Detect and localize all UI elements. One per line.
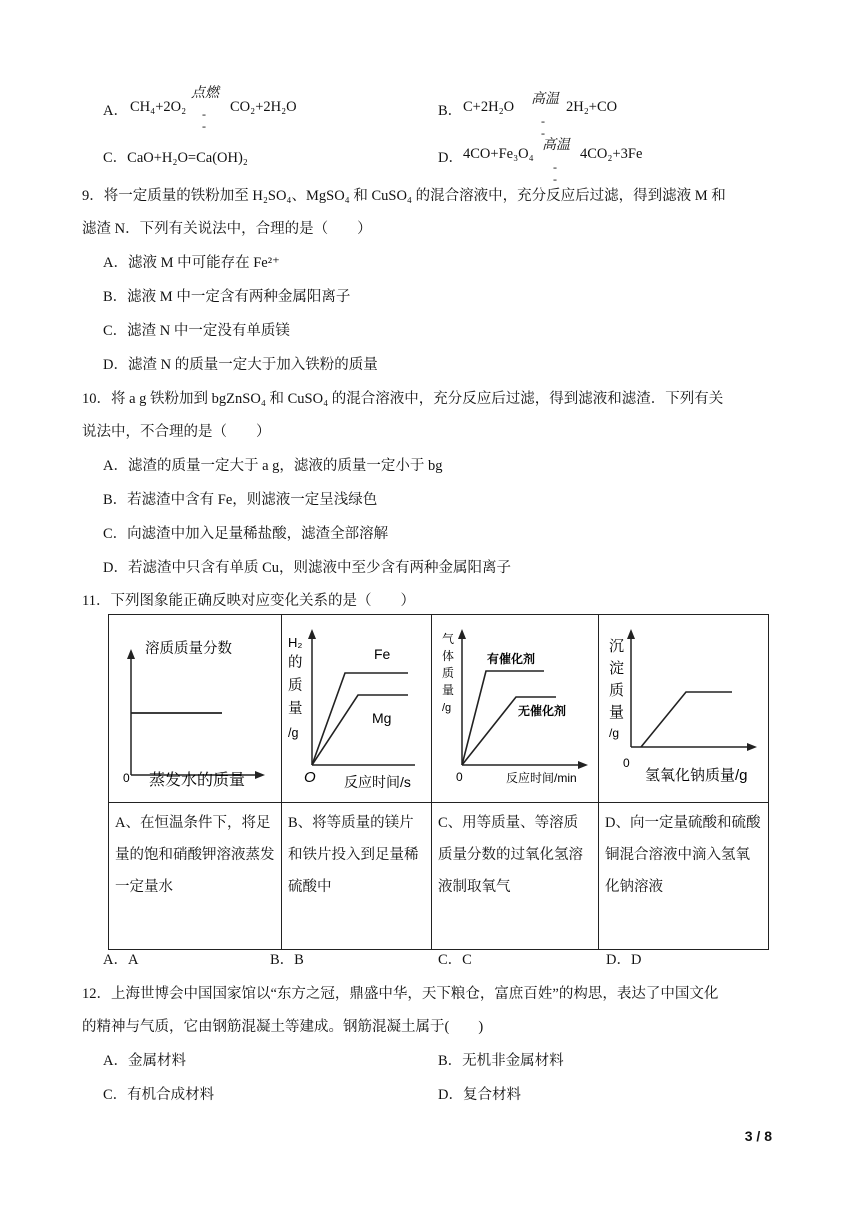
q11-graph-table bbox=[108, 614, 769, 950]
graph-b bbox=[282, 615, 431, 797]
graph-c-ylabel-5: /g bbox=[442, 702, 452, 714]
q9-option-a: A．滤液 M 中可能存在 Fe²⁺ bbox=[103, 255, 280, 271]
q12-option-c: C．有机合成材料 bbox=[103, 1087, 215, 1103]
graph-a-xlabel: 蒸发水的质量 bbox=[149, 772, 246, 789]
q12-stem-line2: 的精神与气质，它由钢筋混凝土等建成。钢筋混凝土属于( ) bbox=[82, 1019, 484, 1035]
graph-c-origin: 0 bbox=[456, 770, 463, 784]
graph-d-ylabel-1: 沉 bbox=[609, 638, 625, 655]
q8-b-dash2: - bbox=[541, 126, 545, 140]
q8-a-reactants: CH₄+2O₂ bbox=[130, 99, 187, 115]
q8-d-label: D． bbox=[438, 150, 463, 166]
q8-option-c: C．CaO+H₂O=Ca(OH)₂ bbox=[103, 150, 248, 166]
graph-d-xlabel: 氢氧化钠质量/g bbox=[645, 767, 748, 784]
q11-option-d: D．D bbox=[606, 952, 642, 968]
q9-option-d: D．滤渣 N 的质量一定大于加入铁粉的质量 bbox=[103, 357, 378, 373]
graph-c-label-no-catalyst: 无催化剂 bbox=[518, 704, 567, 718]
q10-option-d: D．若滤渣中只含有单质 Cu，则滤液中至少含有两种金属阳离子 bbox=[103, 560, 512, 576]
q8-a-condition: 点燃 bbox=[191, 86, 219, 101]
graph-a-ylabel: 溶质质量分数 bbox=[145, 641, 232, 657]
graph-b-label-fe: Fe bbox=[374, 646, 391, 662]
q8-d-dash2: - bbox=[553, 172, 557, 186]
q11-option-c: C．C bbox=[438, 952, 472, 968]
q8-a-dash2: - bbox=[202, 119, 206, 133]
q8-b-products: 2H₂+CO bbox=[566, 99, 618, 115]
graph-c-ylabel-3: 质 bbox=[442, 666, 455, 680]
graph-d-origin: 0 bbox=[623, 756, 630, 770]
graph-c-label-catalyst: 有催化剂 bbox=[487, 652, 536, 666]
graph-d-ylabel-2: 淀 bbox=[609, 660, 625, 677]
graph-c bbox=[432, 615, 598, 797]
graph-b-ylabel-1: H₂ bbox=[288, 635, 303, 650]
graph-b-description: B、将等质量的镁片和铁片投入到足量稀硫酸中 bbox=[282, 803, 432, 950]
graph-a-yarrow bbox=[127, 649, 135, 659]
q8-b-dash1: - bbox=[541, 114, 545, 128]
graph-d-yarrow bbox=[627, 629, 635, 639]
graph-a-cell bbox=[109, 615, 282, 803]
graph-c-ylabel-2: 体 bbox=[442, 649, 455, 663]
q8-b-reactants: C+2H₂O bbox=[463, 99, 515, 115]
q11-stem: 11．下列图象能正确反映对应变化关系的是（ ） bbox=[82, 593, 415, 609]
graph-b-ylabel-3: 质 bbox=[288, 678, 303, 694]
graph-c-ylabel-4: 量 bbox=[442, 683, 455, 697]
graph-d-description: D、向一定量硫酸和硫酸铜混合溶液中滴入氢氧化钠溶液 bbox=[599, 803, 769, 950]
graph-d-cell bbox=[599, 615, 769, 803]
graph-c-xarrow bbox=[578, 761, 588, 769]
graph-b-ylabel-5: /g bbox=[288, 726, 299, 740]
page-number: 3 / 8 bbox=[744, 1128, 772, 1144]
graph-a bbox=[109, 615, 281, 797]
q8-b-condition: 高温 bbox=[531, 92, 559, 107]
q8-a-dash1: - bbox=[202, 107, 206, 121]
graph-d-ylabel-3: 质 bbox=[609, 682, 625, 699]
graph-d-line bbox=[641, 692, 732, 747]
q9-stem-line2: 滤渣 N．下列有关说法中，合理的是（ ） bbox=[82, 221, 372, 237]
q12-option-d: D．复合材料 bbox=[438, 1087, 521, 1103]
q10-stem-line2: 说法中，不合理的是（ ） bbox=[82, 424, 271, 440]
graph-b-ylabel-4: 量 bbox=[288, 701, 303, 717]
graph-b-line-mg bbox=[312, 695, 408, 765]
q12-option-a: A．金属材料 bbox=[103, 1053, 186, 1069]
graph-a-xarrow bbox=[255, 771, 265, 779]
q12-stem-line1: 12．上海世博会中国国家馆以“东方之冠，鼎盛中华，天下粮仓，富庶百姓”的构思，表达了中国文化 bbox=[82, 986, 719, 1002]
graph-c-line-catalyst bbox=[462, 671, 544, 765]
graph-c-yarrow bbox=[458, 629, 466, 639]
graph-b-xlabel: 反应时间/s bbox=[344, 774, 411, 790]
q8-b-label: B． bbox=[438, 103, 463, 119]
graph-b-line-fe bbox=[312, 673, 408, 765]
graph-d bbox=[599, 615, 768, 797]
graph-b-label-mg: Mg bbox=[372, 710, 392, 726]
graph-d-xarrow bbox=[747, 743, 757, 751]
graph-b-origin: O bbox=[304, 769, 316, 786]
q10-option-b: B．若滤渣中含有 Fe，则滤液一定呈浅绿色 bbox=[103, 492, 378, 508]
q11-option-b: B．B bbox=[270, 952, 304, 968]
graph-d-ylabel-4: 量 bbox=[609, 704, 625, 721]
graph-c-cell bbox=[432, 615, 599, 803]
graph-b-cell bbox=[282, 615, 432, 803]
q11-option-a: A．A bbox=[103, 952, 139, 968]
graph-b-ylabel-2: 的 bbox=[288, 655, 303, 671]
q9-stem-line1: 9．将一定质量的铁粉加至 H₂SO₄、MgSO₄ 和 CuSO₄ 的混合溶液中，充分反应后过滤，得到滤液 M 和 bbox=[82, 188, 726, 204]
q8-a-label: A． bbox=[103, 103, 128, 119]
q8-d-products: 4CO₂+3Fe bbox=[580, 146, 643, 162]
q12-option-b: B．无机非金属材料 bbox=[438, 1053, 564, 1069]
graph-a-origin: 0 bbox=[123, 771, 130, 785]
graph-d-ylabel-5: /g bbox=[609, 726, 620, 740]
graph-a-description: A、在恒温条件下，将足量的饱和硝酸钾溶液蒸发一定量水 bbox=[109, 803, 282, 950]
graph-b-yarrow bbox=[308, 629, 316, 639]
q10-stem-line1: 10．将 a g 铁粉加到 bgZnSO₄ 和 CuSO₄ 的混合溶液中，充分反应后过滤，得到滤液和滤渣．下列有关 bbox=[82, 391, 724, 407]
q9-option-b: B．滤液 M 中一定含有两种金属阳离子 bbox=[103, 289, 351, 305]
q10-option-a: A．滤渣的质量一定大于 a g，滤液的质量一定小于 bg bbox=[103, 458, 443, 474]
q8-d-reactants: 4CO+Fe₃O₄ bbox=[463, 146, 534, 162]
q8-d-condition: 高温 bbox=[542, 138, 570, 153]
graph-c-description: C、用等质量、等溶质质量分数的过氧化氢溶液制取氧气 bbox=[432, 803, 599, 950]
q8-d-dash1: - bbox=[553, 160, 557, 174]
q8-a-products: CO₂+2H₂O bbox=[230, 99, 297, 115]
q10-option-c: C．向滤渣中加入足量稀盐酸，滤渣全部溶解 bbox=[103, 526, 389, 542]
graph-c-ylabel-1: 气 bbox=[442, 632, 455, 646]
graph-c-xlabel: 反应时间/min bbox=[506, 771, 577, 785]
q9-option-c: C．滤渣 N 中一定没有单质镁 bbox=[103, 323, 290, 339]
